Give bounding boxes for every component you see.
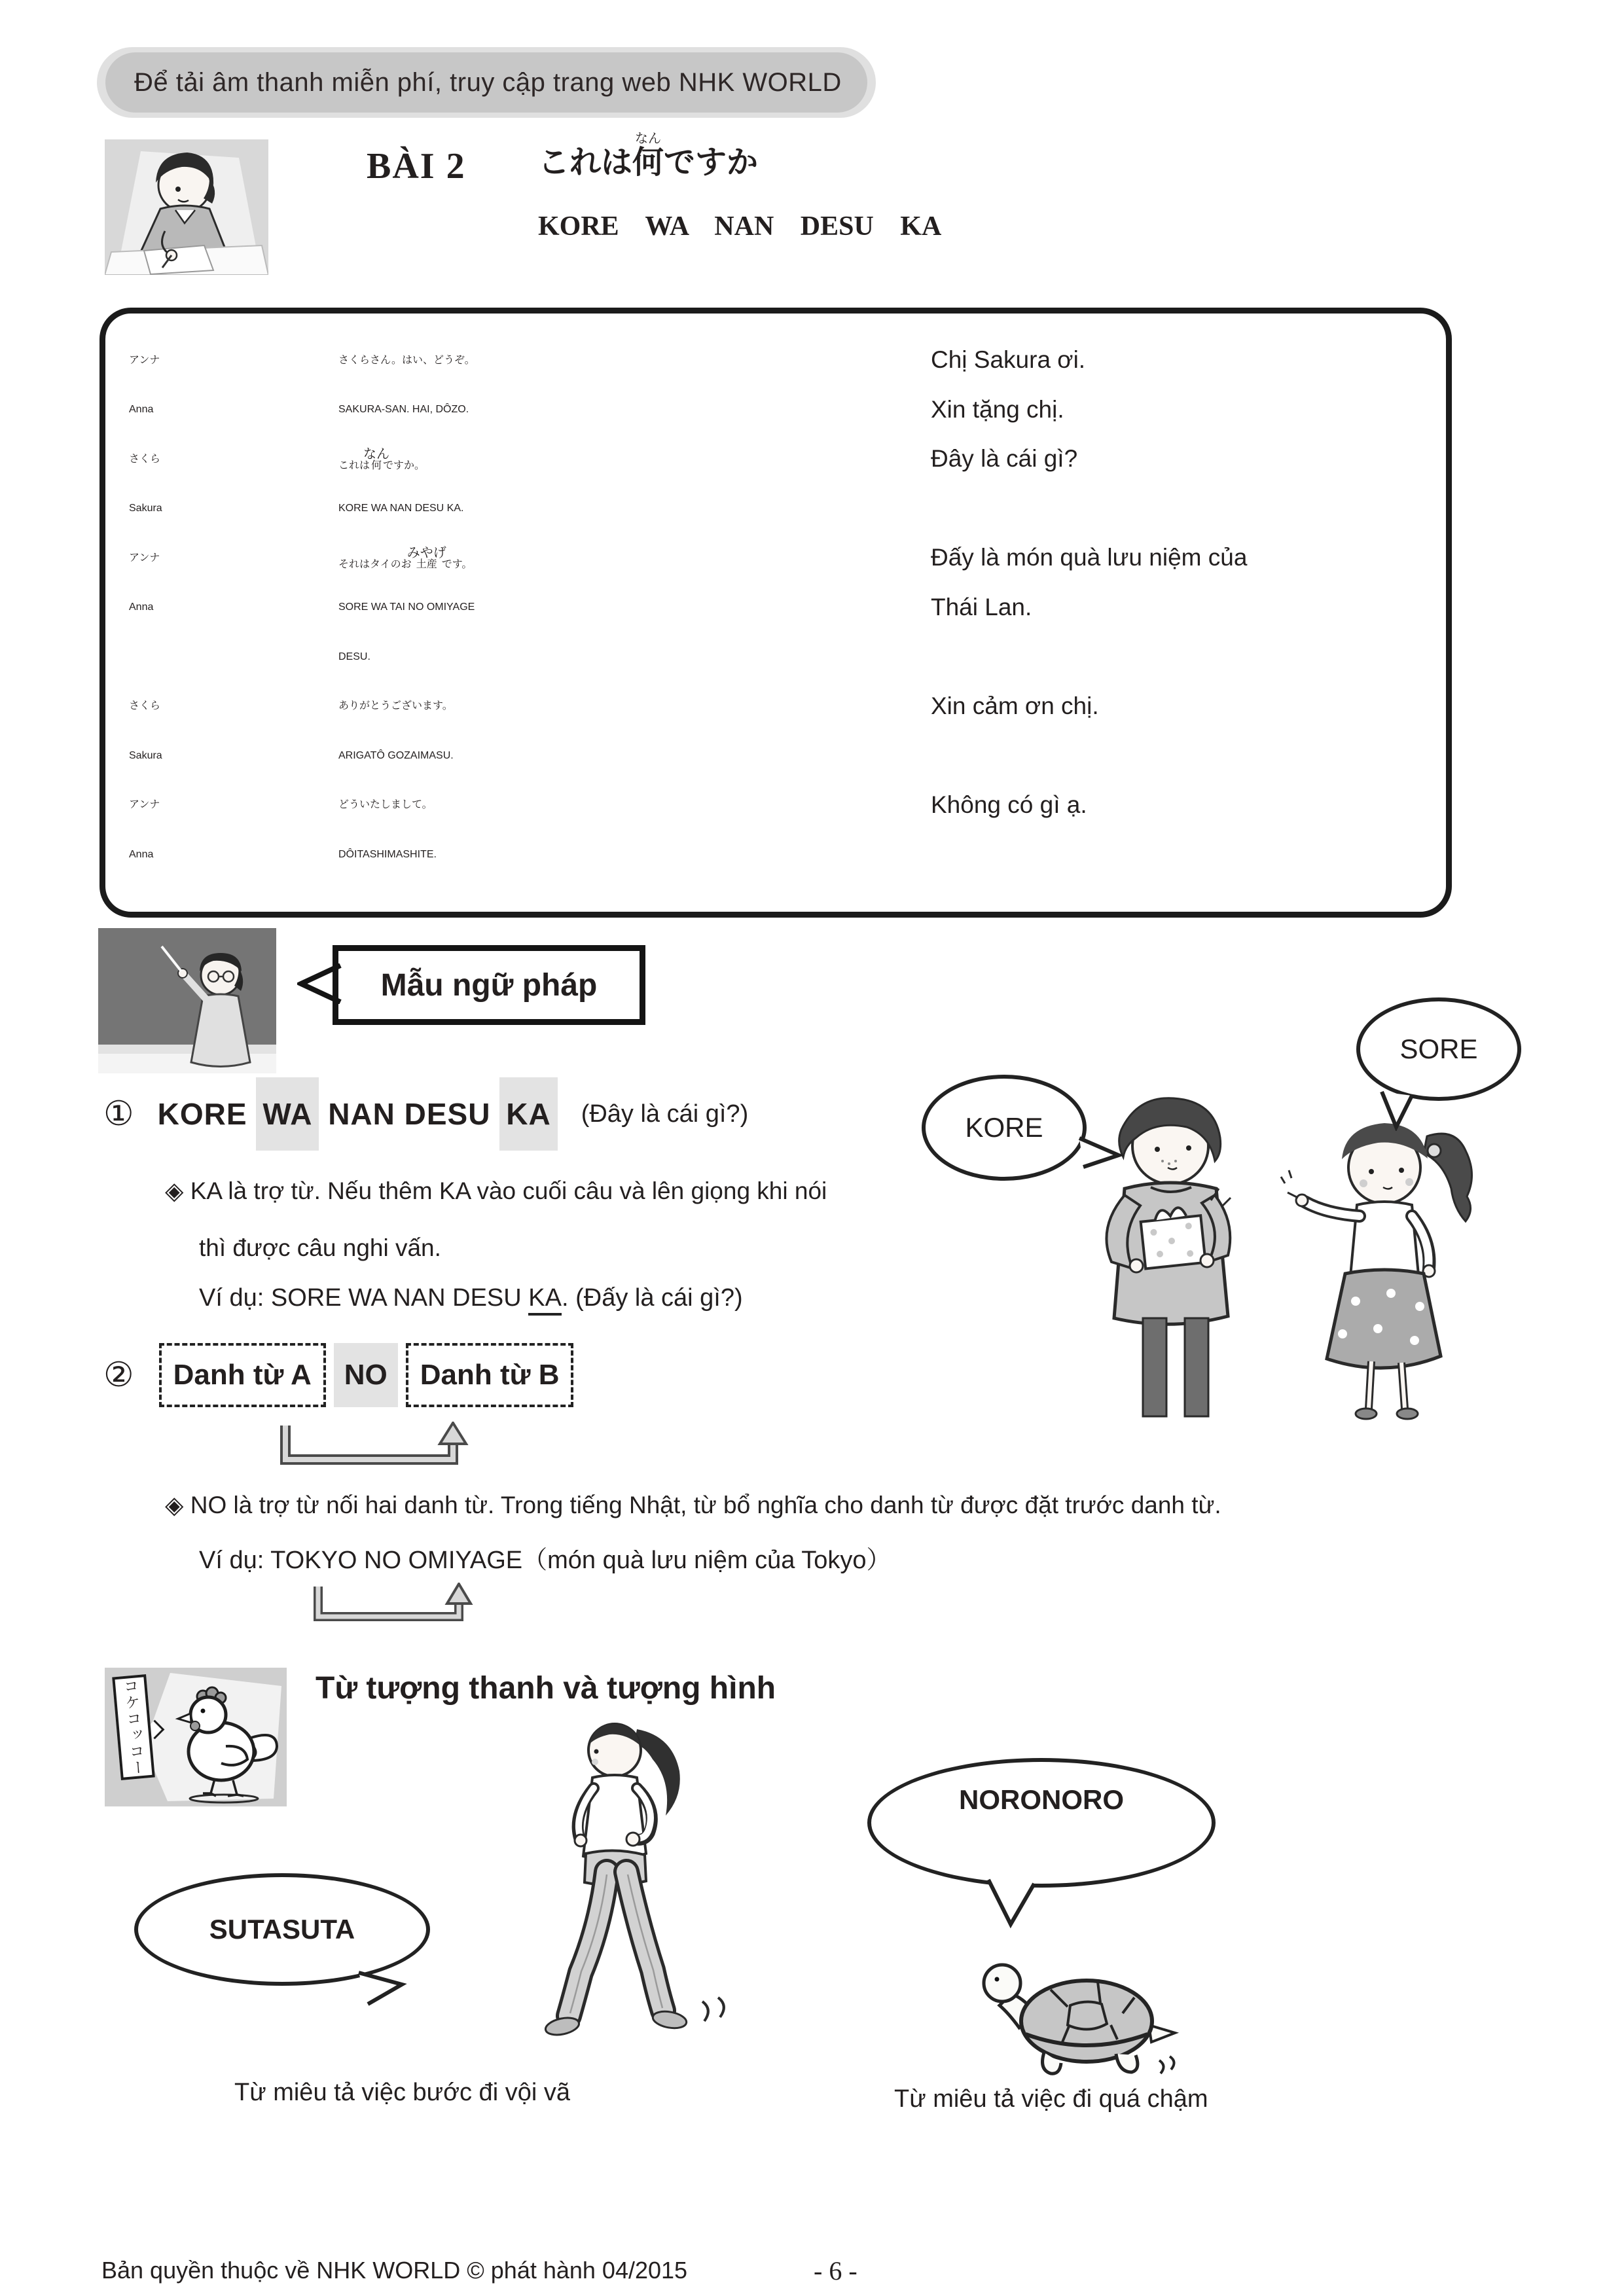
lesson-title-romaji: KORE WA NAN DESU KA <box>538 211 942 242</box>
point-2-example: Ví dụ: TOKYO NO OMIYAGE（món quà lưu niệm của Tokyo） <box>199 1547 892 1574</box>
dialogue-speaker: アンナ <box>129 354 160 366</box>
dialogue-translation: Chị Sakura ơi. <box>931 346 1086 374</box>
chicken-speech-bubble: コケコッコー <box>112 1674 155 1780</box>
dialogue-translation: Xin cảm ơn chị. <box>931 692 1099 719</box>
chicken-illustration <box>105 1668 287 1806</box>
dialogue-text: ありがとうございます。 <box>338 700 453 712</box>
dialogue-translation: Xin tặng chị. <box>931 395 1064 423</box>
tokyo-omiyage-arrow-icon <box>312 1583 486 1631</box>
grammar-point-1 <box>103 1094 748 1134</box>
dialogue-speaker: さくら <box>129 700 161 712</box>
noronoro-speech-bubble: NORONORO <box>867 1758 1216 1888</box>
walking-woman-illustration <box>481 1710 756 2047</box>
download-banner <box>97 47 876 118</box>
point-1-explanation-line2: thì được câu nghi vấn. <box>199 1234 441 1261</box>
dialogue-box <box>99 308 1452 918</box>
footer-copyright: Bản quyền thuộc về NHK WORLD © phát hành 04/2015 <box>101 2257 688 2284</box>
dialogue-speaker: Anna <box>129 848 154 860</box>
dialogue-rows <box>129 336 1433 880</box>
kore-speech-bubble: KORE <box>922 1075 1087 1181</box>
dialogue-speaker: Sakura <box>129 749 162 761</box>
dialogue-text: KORE WA NAN DESU KA. <box>338 503 464 514</box>
noronoro-bubble-tail-icon <box>982 1876 1042 1929</box>
noun-b-box: Danh từ B <box>406 1343 574 1407</box>
dialogue-text: これは何なんですか。 <box>338 446 425 471</box>
footer-page-number: - 6 - <box>814 2256 857 2286</box>
dialogue-text: さくらさん。はい、どうぞ。 <box>338 354 475 366</box>
particle-no-highlight: NO <box>334 1343 398 1407</box>
dialogue-speaker: Anna <box>129 601 154 613</box>
dialogue-translation: Đấy là món quà lưu niệm của <box>931 544 1248 571</box>
point-2-explanation: ◈ NO là trợ từ nối hai danh từ. Trong tiếng Nhật, từ bổ nghĩa cho danh từ được đặt trước danh từ. <box>165 1492 1221 1518</box>
lesson-number: BÀI 2 <box>367 146 466 187</box>
lesson-title-japanese <box>538 131 758 179</box>
point-1-number: ① <box>103 1094 134 1134</box>
student-writing-illustration <box>105 139 268 275</box>
turtle-illustration <box>965 1943 1185 2083</box>
dialogue-translation: Đây là cái gì? <box>931 445 1078 473</box>
particle-wa-highlight: WA <box>256 1077 319 1151</box>
point-1-example: Ví dụ: SORE WA NAN DESU KA. (Đấy là cái gì?) <box>199 1284 743 1312</box>
grammar-point-2 <box>103 1343 573 1407</box>
noun-a-box: Danh từ A <box>159 1343 326 1407</box>
kore-bubble-tail-icon <box>1077 1136 1124 1172</box>
point-1-translation: (Đây là cái gì?) <box>581 1100 749 1128</box>
student-writing-drawing <box>105 139 268 275</box>
caption-noronoro: Từ miêu tả việc đi quá chậm <box>894 2085 1208 2113</box>
sutasuta-bubble-tail-icon <box>353 1970 408 2011</box>
title-pre: これは <box>538 144 633 181</box>
dialogue-text: それはタイのお土産みやげです。 <box>338 545 473 570</box>
underlined-ka: KA <box>528 1284 562 1316</box>
dialogue-speaker: Anna <box>129 404 154 416</box>
banner-text: Để tải âm thanh miễn phí, truy cập trang web NHK WORLD <box>105 52 867 113</box>
dialogue-text: DESU. <box>338 651 370 662</box>
dialogue-text: どういたしまして。 <box>338 799 433 811</box>
dialogue-translation: Không có gì ạ. <box>931 791 1087 818</box>
sutasuta-speech-bubble: SUTASUTA <box>134 1873 430 1986</box>
particle-ka-highlight: KA <box>499 1077 557 1151</box>
point-1-sentence: KORE WA NAN DESU KA <box>158 1096 558 1132</box>
dialogue-translation: Thái Lan. <box>931 593 1032 620</box>
onomatopoeia-section-title: Từ tượng thanh và tượng hình <box>316 1671 776 1706</box>
dialogue-speaker: Sakura <box>129 503 162 514</box>
grammar-section-title: Mẫu ngữ pháp <box>333 945 645 1025</box>
caption-sutasuta: Từ miêu tả việc bước đi vội vã <box>234 2079 570 2106</box>
title-post: ですか <box>664 144 759 181</box>
girl-pointing-illustration <box>1280 1110 1515 1424</box>
dialogue-speaker: アンナ <box>129 799 160 811</box>
sore-bubble-tail-icon <box>1378 1089 1417 1131</box>
dialogue-text: SORE WA TAI NO OMIYAGE <box>338 601 475 613</box>
sore-speech-bubble: SORE <box>1356 997 1521 1101</box>
dialogue-text: SAKURA-SAN. HAI, DÔZO. <box>338 404 469 416</box>
title-ruby: 何なん <box>632 130 664 181</box>
noun-link-arrow-icon <box>278 1422 478 1474</box>
dialogue-speaker: さくら <box>129 453 161 465</box>
point-2-number: ② <box>103 1355 134 1395</box>
point-1-explanation-line1: ◈ KA là trợ từ. Nếu thêm KA vào cuối câu và lên giọng khi nói <box>165 1177 827 1204</box>
dialogue-text: DÔITASHIMASHITE. <box>338 848 437 860</box>
dialogue-speaker: アンナ <box>129 552 160 564</box>
teacher-drawing <box>98 928 276 1073</box>
dialogue-text: ARIGATÔ GOZAIMASU. <box>338 749 454 761</box>
teacher-blackboard-illustration <box>98 928 276 1073</box>
